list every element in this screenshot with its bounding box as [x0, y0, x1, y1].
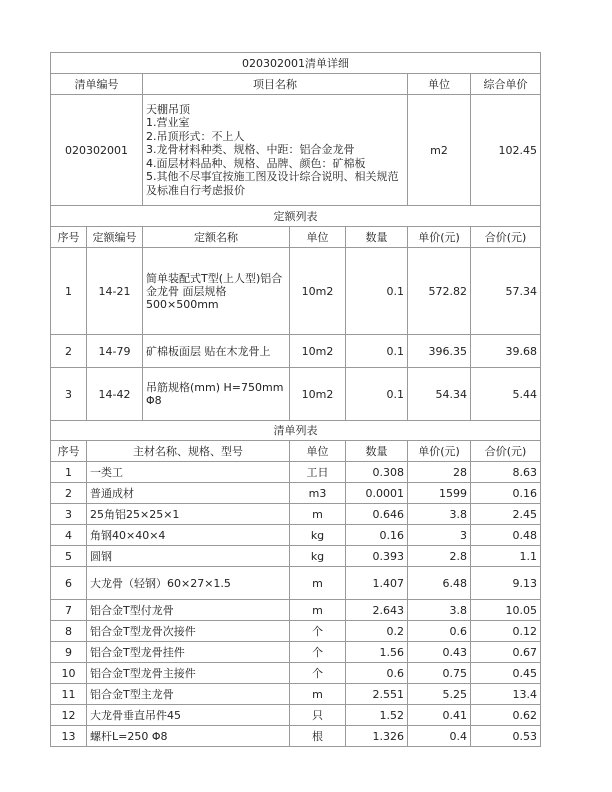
quota-no: 1 [51, 248, 87, 335]
material-qty: 1.326 [346, 726, 408, 747]
material-name: 大龙骨（轻钢）60×27×1.5 [87, 567, 290, 600]
quota-name [143, 248, 290, 335]
material-no: 12 [51, 705, 87, 726]
material-name: 25角铝25×25×1 [87, 504, 290, 525]
quota-qty: 0.1 [346, 248, 408, 335]
material-price: 5.25 [408, 684, 471, 705]
quota-qty: 0.1 [346, 368, 408, 421]
bill-code-header: 清单编号 [51, 74, 143, 95]
bill-unit: m2 [408, 95, 471, 206]
quota-code-header: 定额编号 [87, 227, 143, 248]
material-price: 3.8 [408, 600, 471, 621]
quota-qty: 0.1 [346, 335, 408, 368]
material-unit-header: 单位 [290, 441, 346, 462]
material-no: 4 [51, 525, 87, 546]
material-unit: 工日 [290, 462, 346, 483]
material-price: 3.8 [408, 504, 471, 525]
quota-code: 14-21 [87, 248, 143, 335]
quota-no-header: 序号 [51, 227, 87, 248]
quota-code: 14-42 [87, 368, 143, 421]
material-total: 0.16 [471, 483, 541, 504]
material-row [51, 705, 541, 726]
material-row [51, 621, 541, 642]
quota-unit-header: 单位 [290, 227, 346, 248]
material-qty: 0.393 [346, 546, 408, 567]
material-name: 螺杆L=250 Φ8 [87, 726, 290, 747]
material-name: 圆钢 [87, 546, 290, 567]
quota-total: 39.68 [471, 335, 541, 368]
material-qty: 2.643 [346, 600, 408, 621]
material-row [51, 567, 541, 600]
material-no: 6 [51, 567, 87, 600]
bill-detail-table [50, 52, 541, 747]
material-row [51, 684, 541, 705]
bill-desc-line: 3.龙骨材料种类、规格、中距：铝合金龙骨 [146, 143, 355, 157]
quota-total-header: 合价(元) [471, 227, 541, 248]
material-unit: m3 [290, 483, 346, 504]
quota-name-line: 矿棉板面层 贴在木龙骨上 [146, 344, 271, 358]
material-no: 2 [51, 483, 87, 504]
material-price: 0.41 [408, 705, 471, 726]
quota-name-line: Φ8 [146, 394, 162, 407]
bill-desc-line: 及标准自行考虑报价 [146, 183, 245, 197]
quota-name-line: 吊筋规格(mm) H=750mm [146, 381, 284, 394]
material-qty-header: 数量 [346, 441, 408, 462]
quota-name [143, 368, 290, 421]
material-no: 5 [51, 546, 87, 567]
bill-desc-line: 4.面层材料品种、规格、品牌、颜色：矿棉板 [146, 156, 366, 170]
material-qty: 0.16 [346, 525, 408, 546]
quota-name [143, 335, 290, 368]
material-total: 8.63 [471, 462, 541, 483]
material-qty: 1.56 [346, 642, 408, 663]
material-total: 10.05 [471, 600, 541, 621]
material-price-header: 单价(元) [408, 441, 471, 462]
quota-row [51, 335, 541, 368]
quota-unit: 10m2 [290, 368, 346, 421]
material-name: 铝合金T型龙骨主接件 [87, 663, 290, 684]
material-price: 1599 [408, 483, 471, 504]
quota-total: 57.34 [471, 248, 541, 335]
quota-name-header: 定额名称 [143, 227, 290, 248]
quota-name-line: 金龙骨 面层规格 [146, 284, 227, 298]
quota-price: 396.35 [408, 335, 471, 368]
material-name: 角钢40×40×4 [87, 525, 290, 546]
material-price: 3 [408, 525, 471, 546]
quota-price-header: 单价(元) [408, 227, 471, 248]
material-no: 7 [51, 600, 87, 621]
material-unit: 只 [290, 705, 346, 726]
material-row [51, 525, 541, 546]
material-name-header: 主材名称、规格、型号 [87, 441, 290, 462]
material-qty: 1.407 [346, 567, 408, 600]
material-unit: m [290, 504, 346, 525]
quota-row [51, 368, 541, 421]
material-row [51, 462, 541, 483]
quota-no: 3 [51, 368, 87, 421]
material-qty: 0.0001 [346, 483, 408, 504]
quota-qty-header: 数量 [346, 227, 408, 248]
material-qty: 1.52 [346, 705, 408, 726]
material-price: 0.6 [408, 621, 471, 642]
material-name: 普通成材 [87, 483, 290, 504]
quota-section-title: 定额列表 [51, 206, 541, 227]
material-name: 铝合金T型龙骨挂件 [87, 642, 290, 663]
material-row [51, 726, 541, 747]
material-price: 0.4 [408, 726, 471, 747]
material-price: 0.75 [408, 663, 471, 684]
material-total: 0.67 [471, 642, 541, 663]
quota-name-line: 简单装配式T型(上人型)铝合 [146, 271, 283, 285]
bill-unit-header: 单位 [408, 74, 471, 95]
material-total: 2.45 [471, 504, 541, 525]
material-unit: 个 [290, 621, 346, 642]
quota-unit: 10m2 [290, 248, 346, 335]
bill-desc-line: 2.吊顶形式：不上人 [146, 129, 245, 143]
material-total: 0.12 [471, 621, 541, 642]
material-unit: 个 [290, 663, 346, 684]
bill-name-header: 项目名称 [143, 74, 408, 95]
table-title: 020302001清单详细 [51, 53, 541, 74]
quota-no: 2 [51, 335, 87, 368]
quota-row [51, 248, 541, 335]
bill-code: 020302001 [51, 95, 143, 206]
material-qty: 0.6 [346, 663, 408, 684]
quota-total: 5.44 [471, 368, 541, 421]
material-unit: 个 [290, 642, 346, 663]
quota-unit: 10m2 [290, 335, 346, 368]
bill-desc-line: 5.其他不尽事宜按施工图及设计综合说明、相关规范 [146, 170, 399, 184]
material-row [51, 483, 541, 504]
material-total: 0.45 [471, 663, 541, 684]
material-total: 0.48 [471, 525, 541, 546]
quota-price: 572.82 [408, 248, 471, 335]
material-name: 铝合金T型付龙骨 [87, 600, 290, 621]
material-no: 9 [51, 642, 87, 663]
material-row [51, 600, 541, 621]
material-row [51, 546, 541, 567]
material-price: 6.48 [408, 567, 471, 600]
bill-price: 102.45 [471, 95, 541, 206]
material-row [51, 504, 541, 525]
material-unit: kg [290, 546, 346, 567]
material-qty: 2.551 [346, 684, 408, 705]
material-no: 8 [51, 621, 87, 642]
list-section-title: 清单列表 [51, 421, 541, 441]
material-total: 0.62 [471, 705, 541, 726]
material-unit: m [290, 600, 346, 621]
material-price: 0.43 [408, 642, 471, 663]
material-name: 大龙骨垂直吊件45 [87, 705, 290, 726]
bill-desc-line: 1.营业室 [146, 116, 190, 130]
material-total: 1.1 [471, 546, 541, 567]
material-no: 10 [51, 663, 87, 684]
material-qty: 0.646 [346, 504, 408, 525]
bill-desc-line: 天棚吊顶 [146, 103, 190, 117]
material-qty: 0.308 [346, 462, 408, 483]
material-unit: m [290, 684, 346, 705]
material-no-header: 序号 [51, 441, 87, 462]
material-name: 铝合金T型主龙骨 [87, 684, 290, 705]
material-unit: m [290, 567, 346, 600]
quota-code: 14-79 [87, 335, 143, 368]
bill-description [143, 95, 408, 206]
material-name: 铝合金T型龙骨次接件 [87, 621, 290, 642]
material-no: 3 [51, 504, 87, 525]
material-unit: 根 [290, 726, 346, 747]
material-qty: 0.2 [346, 621, 408, 642]
material-total-header: 合价(元) [471, 441, 541, 462]
material-no: 13 [51, 726, 87, 747]
material-total: 9.13 [471, 567, 541, 600]
material-total: 0.53 [471, 726, 541, 747]
material-name: 一类工 [87, 462, 290, 483]
quota-price: 54.34 [408, 368, 471, 421]
material-price: 28 [408, 462, 471, 483]
material-total: 13.4 [471, 684, 541, 705]
quota-name-line: 500×500mm [146, 297, 219, 311]
material-unit: kg [290, 525, 346, 546]
material-no: 11 [51, 684, 87, 705]
material-price: 2.8 [408, 546, 471, 567]
material-row [51, 663, 541, 684]
bill-price-header: 综合单价 [471, 74, 541, 95]
material-row [51, 642, 541, 663]
material-no: 1 [51, 462, 87, 483]
